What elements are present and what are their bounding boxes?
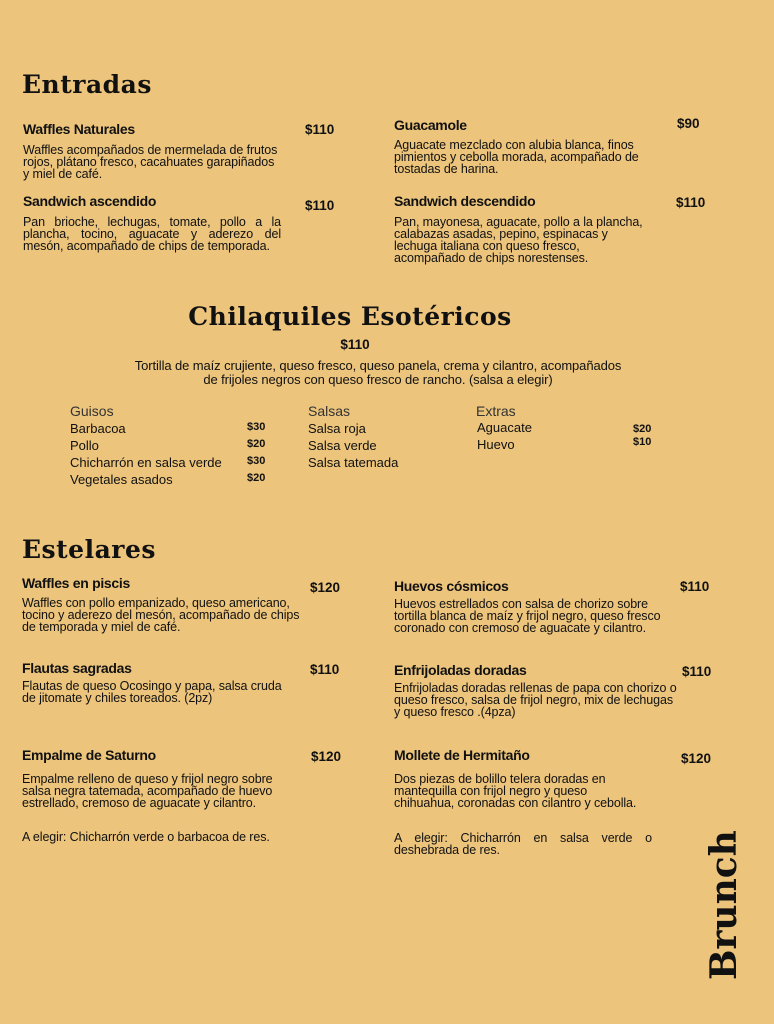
extra-option: Aguacate — [477, 420, 532, 435]
item-name: Enfrijoladas doradas — [394, 662, 527, 678]
item-description: Flautas de queso Ocosingo y papa, salsa cruda de jitomate y chiles toreados. (2pz) — [22, 679, 282, 705]
chilaquiles-price: $110 — [340, 337, 370, 352]
section-title-chilaquiles: Chilaquiles Esotéricos — [188, 302, 512, 331]
salsa-option: Salsa roja — [308, 421, 366, 436]
item-name: Guacamole — [394, 117, 467, 133]
salsa-option: Salsa tatemada — [308, 455, 399, 470]
extra-price: $20 — [633, 423, 652, 435]
item-price: $120 — [310, 580, 341, 595]
salsas-heading: Salsas — [308, 403, 351, 419]
guiso-price: $20 — [247, 438, 266, 450]
guisos-heading: Guisos — [70, 403, 114, 419]
item-name: Waffles Naturales — [23, 121, 135, 137]
item-price: $110 — [680, 579, 710, 594]
item-note: A elegir: Chicharrón verde o barbacoa de res. — [22, 830, 270, 844]
item-name: Sandwich ascendido — [23, 193, 157, 209]
item-description: Pan, mayonesa, aguacate, pollo a la plancha, calabazas asadas, pepino, espinacas y lechuga italiana con queso fresco, acompañado de chips norestenses. — [394, 215, 643, 265]
guiso-price: $20 — [247, 472, 266, 484]
guiso-price: $30 — [247, 421, 266, 433]
salsa-option: Salsa verde — [308, 438, 377, 453]
item-name: Empalme de Saturno — [22, 747, 156, 763]
item-price: $110 — [305, 122, 335, 137]
item-description: Pan brioche, lechugas, tomate, pollo a la plancha, tocino, aguacate y aderezo del mesón, acompañado de chips de temporada. — [23, 215, 281, 253]
guiso-option: Barbacoa — [70, 421, 126, 436]
item-price: $120 — [311, 749, 342, 764]
item-price: $110 — [305, 198, 335, 213]
extras-heading: Extras — [476, 403, 516, 419]
item-description: Aguacate mezclado con alubia blanca, finos pimientos y cebolla morada, acompañado de tostadas de harina. — [394, 138, 639, 176]
guiso-price: $30 — [247, 455, 266, 467]
item-description: Empalme relleno de queso y frijol negro sobre salsa negra tatemada, acompañado de huevo estrellado, cremoso de aguacate y cilantro. — [22, 772, 273, 810]
item-price: $90 — [677, 116, 700, 131]
item-description: Dos piezas de bolillo telera doradas en mantequilla con frijol negro y queso chihuahua, coronadas con cilantro y cebolla. — [394, 772, 637, 810]
item-description: Enfrijoladas doradas rellenas de papa con chorizo o queso fresco, salsa de frijol negro, mix de lechugas y queso fresco .(4pza) — [394, 681, 677, 719]
item-note: A elegir: Chicharrón en salsa verde o deshebrada de res. — [394, 831, 652, 857]
item-name: Sandwich descendido — [394, 193, 536, 209]
item-price: $110 — [682, 664, 712, 679]
item-description: Huevos estrellados con salsa de chorizo sobre tortilla blanca de maíz y frijol negro, queso fresco coronado con cremoso de aguacate y cilantro. — [394, 597, 661, 635]
chilaquiles-description: Tortilla de maíz crujiente, queso fresco, queso panela, crema y cilantro, acompañados de frijoles negros con queso fresco de rancho. (salsa a elegir) — [134, 358, 622, 387]
item-description: Waffles con pollo empanizado, queso americano, tocino y aderezo del mesón, acompañado de chips de temporada y miel de café. — [22, 596, 300, 634]
brunch-side-label: Brunch — [703, 830, 745, 980]
guiso-option: Vegetales asados — [70, 472, 173, 487]
item-price: $120 — [681, 751, 712, 766]
item-description: Waffles acompañados de mermelada de frutos rojos, plátano fresco, cacahuates garapiñados y miel de café. — [23, 143, 278, 181]
extra-price: $10 — [633, 436, 652, 448]
guiso-option: Pollo — [70, 438, 99, 453]
item-name: Flautas sagradas — [22, 660, 132, 676]
item-price: $110 — [676, 195, 706, 210]
item-name: Huevos cósmicos — [394, 578, 509, 594]
item-name: Mollete de Hermitaño — [394, 747, 530, 763]
item-price: $110 — [310, 662, 340, 677]
section-title-entradas: Entradas — [22, 70, 152, 99]
item-name: Waffles en piscis — [22, 575, 130, 591]
guiso-option: Chicharrón en salsa verde — [70, 455, 222, 470]
section-title-estelares: Estelares — [22, 535, 156, 564]
extra-option: Huevo — [477, 437, 515, 452]
